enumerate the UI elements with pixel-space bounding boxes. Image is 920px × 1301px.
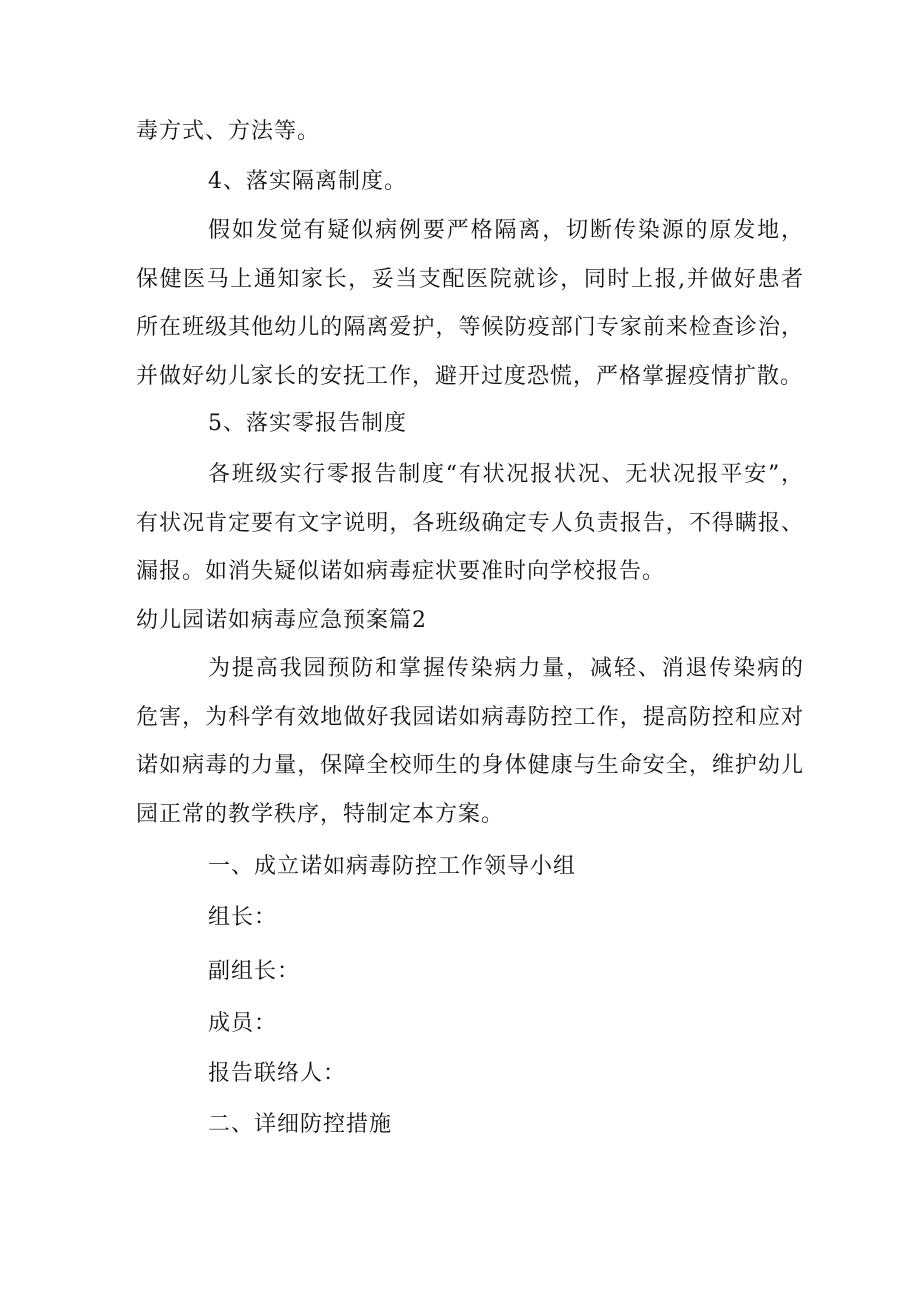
section-2-title: 幼儿园诺如病毒应急预案篇2 [136, 608, 427, 633]
contact-person-label: 报告联络人： [208, 1061, 347, 1086]
section-2-intro: 为提高我园预防和掌握传染病力量，减轻、消退传染病的危害，为科学有效地做好我园诺如病毒防控工作，提高防控和应对诺如病毒的力量，保障全校师生的身体健康与生命安全，维护幼儿园正常的教学秩序，特制定本方案。 [136, 656, 804, 827]
members-label: 成员： [208, 1011, 278, 1036]
item-4-heading: 4、落实隔离制度。 [208, 169, 407, 194]
leader-label: 组长： [208, 905, 278, 930]
continuation-line: 毒方式、方法等。 [136, 119, 321, 144]
item-4-body: 假如发觉有疑似病例要严格隔离，切断传染源的原发地，保健医马上通知家长，妥当支配医院就诊，同时上报,并做好患者所在班级其他幼儿的隔离爱护，等候防疫部门专家前来检查诊治，并做好幼儿家长的安抚工作，避开过度恐慌，严格掌握疫情扩散。 [136, 218, 804, 389]
item-5-heading: 5、落实零报告制度 [208, 411, 407, 436]
item-5-body: 各班级实行零报告制度“有状况报状况、无状况报平安”，有状况肯定要有文字说明，各班级确定专人负责报告，不得瞒报、漏报。如消失疑似诺如病毒症状要准时向学校报告。 [136, 462, 804, 585]
deputy-leader-label: 副组长： [208, 959, 301, 984]
part-1-heading: 一、成立诺如病毒防控工作领导小组 [208, 854, 577, 879]
part-2-heading: 二、详细防控措施 [208, 1112, 393, 1137]
